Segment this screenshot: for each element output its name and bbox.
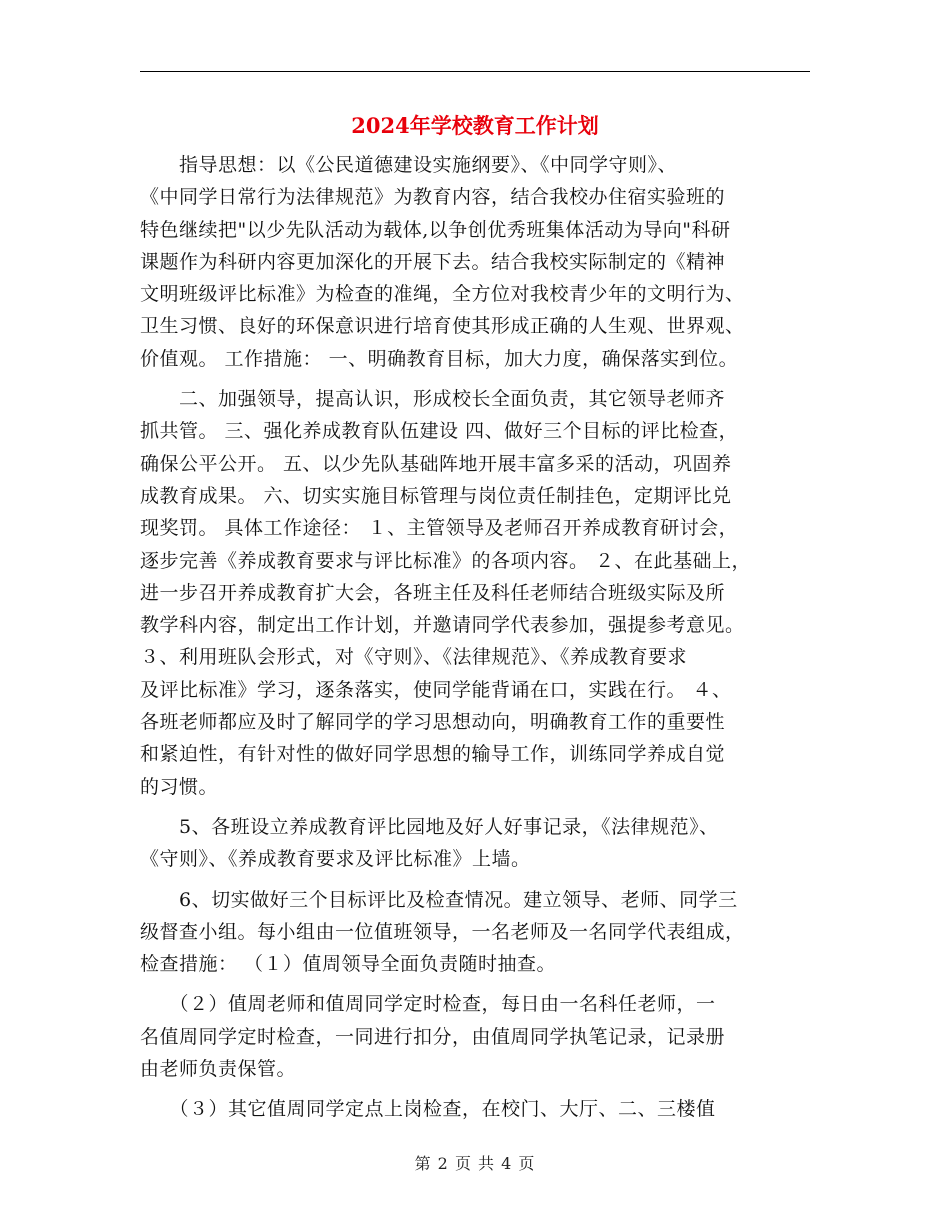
text-line: 特色继续把"以少先队活动为载体,以争创优秀班集体活动为导向"科研 [140, 218, 731, 241]
paragraph-work-measures [140, 383, 810, 803]
page-number-footer: 第 2 页 共 4 页 [414, 1154, 536, 1173]
paragraph-check-3 [140, 1093, 810, 1125]
text-line: 二、加强领导，提高认识，形成校长全面负责，其它领导老师齐 [140, 388, 726, 411]
text-line: 由老师负责保管。 [140, 1058, 297, 1081]
text-line: 抓共管。 三、强化养成教育队伍建设 四、做好三个目标的评比检查， [140, 420, 739, 443]
text-line: 及评比标准》学习，逐条落实，使同学能背诵在口，实践在行。 ４、 [140, 678, 732, 701]
text-line: 和紧迫性，有针对性的做好同学思想的输导工作，训练同学养成自觉 [140, 743, 726, 766]
text-line: 5、各班设立养成教育评比园地及好人好事记录，《法律规范》、 [140, 815, 719, 838]
text-line: 文明班级评比标准》为检查的准绳，全方位对我校青少年的文明行为、 [140, 283, 745, 306]
text-line: （３）其它值周同学定点上岗检查，在校门、大厅、二、三楼值 [140, 1098, 716, 1121]
text-line: 确保公平公开。 五、以少先队基础阵地开展丰富多采的活动，巩固养 [140, 452, 732, 475]
text-line: 《守则》、《养成教育要求及评比标准》上墙。 [140, 848, 531, 871]
text-line: 成教育成果。 六、切实实施目标管理与岗位责任制挂色，定期评比兑 [140, 484, 732, 507]
text-line: 6、切实做好三个目标评比及检查情况。建立领导、老师、同学三 [140, 888, 738, 911]
paragraph-item-6 [140, 884, 810, 981]
document-body [140, 149, 810, 1126]
header-rule [140, 71, 810, 72]
text-line: 价值观。 工作措施： 一、明确教育目标，加大力度，确保落实到位。 [140, 347, 739, 370]
paragraph-guiding-ideology [140, 149, 810, 375]
paragraph-check-2 [140, 988, 810, 1085]
text-line: 名值周同学定时检查，一同进行扣分，由值周同学执笔记录，记录册 [140, 1025, 726, 1048]
text-line: （２）值周老师和值周同学定时检查，每日由一名科任老师，一 [140, 993, 716, 1016]
text-line: 教学科内容，制定出工作计划，并邀请同学代表参加，强提参考意见。 [140, 614, 745, 637]
text-line: 课题作为科研内容更加深化的开展下去。结合我校实际制定的《精神 [140, 250, 726, 273]
text-line: 各班老师都应及时了解同学的学习思想动向，明确教育工作的重要性 [140, 711, 726, 734]
text-line: 进一步召开养成教育扩大会，各班主任及科任老师结合班级实际及所 [140, 581, 726, 604]
document-title: 2024年学校教育工作计划 [351, 113, 599, 138]
text-line: 卫生习惯、良好的环保意识进行培育使其形成正确的人生观、世界观、 [140, 315, 745, 338]
paragraph-item-5 [140, 811, 810, 876]
text-line: 检查措施： （１）值周领导全面负责随时抽查。 [140, 953, 557, 976]
text-line: 逐步完善《养成教育要求与评比标准》的各项内容。 ２、在此基础上， [140, 549, 752, 572]
text-line: ３、利用班队会形式，对《守则》、《法律规范》、《养成教育要求 [140, 646, 688, 669]
text-line: 的习惯。 [140, 775, 219, 798]
text-line: 级督查小组。每小组由一位值班领导，一名老师及一名同学代表组成， [140, 920, 745, 943]
text-line: 现奖罚。 具体工作途径： １、主管领导及老师召开养成教育研讨会， [140, 517, 739, 540]
text-line: 指导思想：以《公民道德建设实施纲要》、《中同学守则》、 [140, 154, 678, 176]
text-line: 《中同学日常行为法律规范》为教育内容，结合我校办住宿实验班的 [140, 186, 726, 209]
